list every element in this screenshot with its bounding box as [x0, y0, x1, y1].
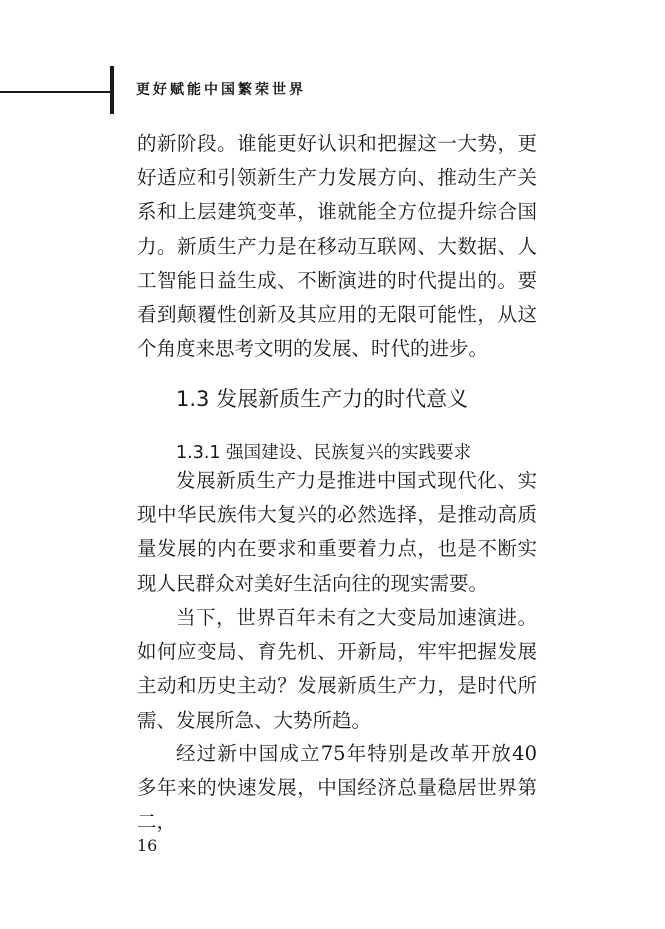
- header-horizontal-rule: [0, 91, 110, 93]
- paragraph-1: 发展新质生产力是推进中国式现代化、实现中华民族伟大复兴的必然选择，是推动高质量发展的内在要求和重要着力点，也是不断实现人民群众对美好生活向往的现实需要。: [137, 469, 537, 595]
- header-vertical-rule: [110, 66, 114, 114]
- continued-paragraph: 的新阶段。谁能更好认识和把握这一大势，更好适应和引领新生产力发展方向、推动生产关系和上层建筑变革，谁就能全方位提升综合国力。新质生产力是在移动互联网、大数据、人工智能日益生成、不断演进的时代提出的。要看到颠覆性创新及其应用的无限可能性，从这个角度来思考文明的发展、时代的进步。: [137, 132, 537, 361]
- running-title: 更好赋能中国繁荣世界: [136, 82, 306, 98]
- page-number: 16: [137, 836, 158, 855]
- section-heading: 1.3 发展新质生产力的时代意义: [176, 387, 469, 411]
- paragraph-3: 经过新中国成立75年特别是改革开放40多年来的快速发展，中国经济总量稳居世界第二，: [137, 742, 537, 834]
- subsection-heading: 1.3.1 强国建设、民族复兴的实践要求: [176, 443, 472, 463]
- paragraph-2: 当下，世界百年未有之大变局加速演进。如何应变局、育先机、开新局，牢牢把握发展主动和历史主动？发展新质生产力，是时代所需、发展所急、大势所趋。: [137, 606, 537, 732]
- running-header: [0, 66, 665, 118]
